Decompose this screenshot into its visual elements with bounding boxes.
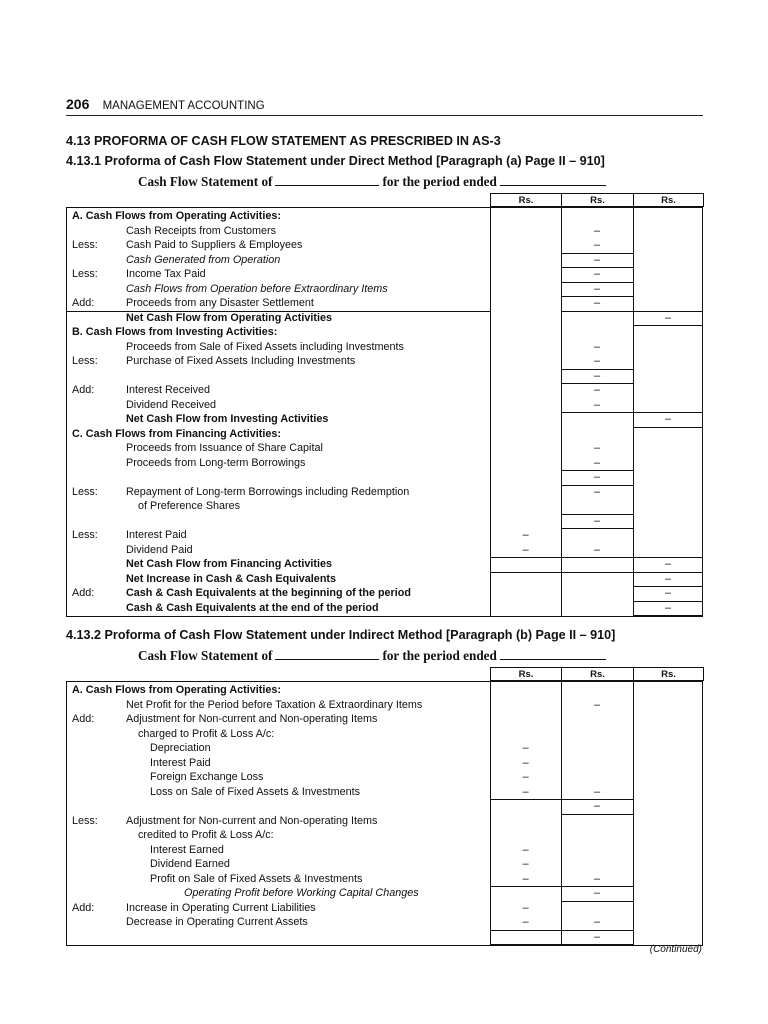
subtotal-rule [561, 886, 633, 887]
amount-dash: – [593, 398, 601, 411]
row-label: Income Tax Paid [126, 268, 206, 280]
amount-dash: – [522, 771, 529, 783]
column-header: Rs. [561, 667, 634, 681]
row-label: Operating Profit before Working Capital Changes [184, 887, 419, 899]
page-number: 206 [66, 96, 90, 112]
row-label: Proceeds from Long-term Borrowings [126, 456, 306, 469]
amount-dash: – [593, 282, 601, 295]
subtotal-rule [490, 944, 561, 945]
running-header [66, 96, 265, 112]
row-label: of Preference Shares [138, 500, 241, 512]
subtotal-rule [561, 470, 633, 471]
statement-row [66, 683, 486, 697]
row-label: Profit on Sale of Fixed Assets & Investments [150, 872, 363, 885]
statement-row [66, 238, 486, 252]
row-label: Proceeds from Issuance of Share Capital [126, 442, 323, 454]
subtotal-rule [561, 901, 633, 902]
amount-dash: – [593, 355, 601, 367]
row-label: Interest Earned [150, 843, 224, 856]
statement-row [66, 427, 486, 441]
statement-row [66, 267, 486, 281]
direct-statement-subtitle [138, 174, 609, 190]
subtotal-rule [561, 557, 633, 558]
subtitle-of-label: Cash Flow Statement of [138, 648, 273, 663]
subtitle-period-label: for the period ended [382, 648, 497, 663]
amount-dash: – [593, 369, 601, 382]
statement-row [66, 528, 486, 542]
statement-row [66, 698, 486, 712]
row-label: Cash Flows from Operation before Extraordinary Items [126, 282, 388, 295]
row-label: Repayment of Long-term Borrowings including Redemption [126, 485, 410, 498]
subtotal-rule [561, 930, 633, 931]
statement-row [66, 325, 486, 339]
row-label: Interest Paid [126, 529, 187, 541]
column-header: Rs. [633, 667, 704, 681]
amount-dash: – [593, 698, 601, 711]
statement-row [66, 814, 486, 828]
company-blank [275, 650, 379, 660]
statement-row [66, 601, 486, 615]
statement-row [66, 499, 486, 513]
subtotal-rule [633, 601, 703, 602]
row-label: Cash Receipts from Customers [126, 224, 277, 237]
statement-row [66, 456, 486, 470]
amount-dash: – [522, 858, 529, 870]
amount-dash: – [522, 872, 529, 885]
statement-row [66, 340, 486, 354]
column-header: Rs. [561, 193, 634, 207]
subtotal-rule [633, 572, 703, 573]
statement-row [66, 470, 486, 484]
column-divider [490, 207, 491, 616]
amount-dash: – [593, 872, 601, 885]
row-label: Loss on Sale of Fixed Assets & Investments [150, 785, 361, 798]
row-label: Cash Paid to Suppliers & Employees [126, 239, 303, 251]
subtotal-rule [561, 485, 633, 486]
subtotal-rule [561, 311, 633, 312]
column-divider [490, 681, 491, 945]
amount-dash: – [664, 601, 672, 614]
row-prefix: Add: [72, 384, 95, 396]
statement-row [66, 296, 486, 310]
amount-dash: – [593, 340, 601, 353]
row-label: Proceeds from any Disaster Settlement [126, 297, 314, 309]
row-prefix: Less: [72, 268, 98, 280]
subtitle-period-label: for the period ended [382, 174, 497, 189]
amount-dash: – [593, 930, 601, 943]
subtotal-rule [561, 814, 633, 815]
subtotal-rule [561, 267, 633, 268]
row-label: Adjustment for Non-current and Non-operating Items [126, 713, 378, 725]
statement-row [66, 224, 486, 238]
subtotal-rule [561, 412, 633, 413]
statement-row [66, 572, 486, 586]
statement-row [66, 857, 486, 871]
row-label: A. Cash Flows from Operating Activities: [72, 210, 281, 222]
statement-row [66, 311, 486, 325]
amount-dash: – [593, 887, 601, 899]
statement-row [66, 253, 486, 267]
row-label: Net Cash Flow from Financing Activities [126, 558, 332, 570]
statement-row [66, 785, 486, 799]
statement-row [66, 543, 486, 557]
row-prefix: Add: [72, 297, 95, 309]
subtotal-rule [561, 572, 633, 573]
amount-dash: – [664, 311, 672, 324]
subtotal-rule [561, 253, 633, 254]
row-label: Net Cash Flow from Investing Activities [126, 413, 329, 425]
statement-row [66, 209, 486, 223]
row-prefix: Add: [72, 713, 95, 725]
row-prefix: Less: [72, 355, 98, 367]
subtotal-rule [633, 557, 703, 558]
statement-row [66, 712, 486, 726]
row-prefix: Less: [72, 239, 98, 251]
subtotal-rule [561, 296, 633, 297]
statement-row [66, 756, 486, 770]
row-prefix: Add: [72, 587, 95, 599]
column-header: Rs. [490, 667, 562, 681]
amount-dash: – [664, 572, 672, 585]
column-divider [633, 681, 634, 945]
statement-row [66, 770, 486, 784]
statement-row [66, 872, 486, 886]
subtitle-of-label: Cash Flow Statement of [138, 174, 273, 189]
amount-dash: – [522, 742, 529, 754]
amount-dash: – [664, 587, 672, 599]
row-label: Dividend Paid [126, 543, 193, 556]
row-label: Net Cash Flow from Operating Activities [126, 311, 332, 324]
amount-dash: – [522, 901, 529, 914]
subtotal-rule [561, 514, 633, 515]
subtotal-rule [490, 799, 561, 800]
amount-dash: – [522, 916, 529, 928]
row-label: Cash & Cash Equivalents at the end of the period [126, 601, 379, 614]
row-label: Increase in Operating Current Liabilities [126, 901, 316, 914]
continued-note: (Continued) [649, 944, 702, 955]
amount-dash: – [593, 543, 601, 556]
row-label: Foreign Exchange Loss [150, 771, 264, 783]
amount-dash: – [522, 543, 529, 556]
statement-row [66, 930, 486, 944]
subtotal-rule [561, 799, 633, 800]
amount-dash: – [522, 843, 529, 856]
statement-row [66, 557, 486, 571]
section-heading: 4.13 PROFORMA OF CASH FLOW STATEMENT AS PRESCRIBED IN AS-3 [66, 134, 501, 148]
statement-row [66, 354, 486, 368]
row-label: Proceeds from Sale of Fixed Assets including Investments [126, 340, 404, 353]
period-blank [500, 176, 606, 186]
statement-row [66, 514, 486, 528]
amount-dash: – [664, 558, 672, 570]
statement-row [66, 901, 486, 915]
row-label: A. Cash Flows from Operating Activities: [72, 684, 281, 696]
subtotal-rule [561, 369, 633, 370]
amount-dash: – [664, 413, 672, 425]
row-label: Cash Generated from Operation [126, 253, 281, 266]
amount-dash: – [593, 800, 601, 812]
row-prefix: Less: [72, 529, 98, 541]
header-rule [66, 115, 703, 116]
column-header: Rs. [490, 193, 562, 207]
statement-row [66, 828, 486, 842]
subtotal-rule [561, 528, 633, 529]
statement-row [66, 412, 486, 426]
company-blank [275, 176, 379, 186]
indirect-statement-subtitle [138, 648, 609, 664]
row-label: Net Profit for the Period before Taxation & Extraordinary Items [126, 698, 423, 711]
statement-row [66, 282, 486, 296]
amount-dash: – [593, 514, 601, 527]
subtotal-rule [490, 557, 561, 558]
row-label: Dividend Earned [150, 858, 230, 870]
subtotal-rule [633, 615, 703, 616]
row-label: Dividend Received [126, 398, 217, 411]
indirect-method-heading: 4.13.2 Proforma of Cash Flow Statement under Indirect Method [Paragraph (b) Page II – 910] [66, 628, 616, 642]
row-label: Decrease in Operating Current Assets [126, 916, 308, 928]
row-label: Purchase of Fixed Assets Including Investments [126, 355, 356, 367]
amount-dash: – [593, 442, 601, 454]
statement-row [66, 799, 486, 813]
subtotal-rule [490, 886, 561, 887]
section-rule [66, 311, 490, 312]
subtotal-rule [633, 311, 703, 312]
statement-row [66, 441, 486, 455]
period-blank [500, 650, 606, 660]
amount-dash: – [593, 384, 601, 396]
amount-dash: – [593, 268, 601, 280]
subtotal-rule [633, 412, 703, 413]
amount-dash: – [593, 485, 601, 498]
subtotal-rule [633, 427, 703, 428]
amount-dash: – [522, 785, 529, 798]
row-label: Net Increase in Cash & Cash Equivalents [126, 572, 337, 585]
row-label: Cash & Cash Equivalents at the beginning of the period [126, 587, 411, 599]
statement-row [66, 843, 486, 857]
row-label: charged to Profit & Loss A/c: [138, 727, 275, 740]
amount-dash: – [593, 916, 601, 928]
amount-dash: – [593, 785, 601, 798]
row-prefix: Less: [72, 485, 98, 498]
column-header: Rs. [633, 193, 704, 207]
subtotal-rule [561, 282, 633, 283]
subtotal-rule [561, 944, 633, 945]
statement-row [66, 741, 486, 755]
subtotal-rule [633, 586, 703, 587]
statement-row [66, 586, 486, 600]
statement-row [66, 915, 486, 929]
row-label: Adjustment for Non-current and Non-operating Items [126, 814, 378, 827]
statement-row [66, 398, 486, 412]
statement-row [66, 369, 486, 383]
amount-dash: – [593, 253, 601, 266]
row-label: Interest Paid [150, 756, 211, 769]
row-prefix: Less: [72, 814, 98, 827]
statement-row [66, 727, 486, 741]
amount-dash: – [593, 297, 601, 309]
row-prefix: Add: [72, 901, 95, 914]
book-title: MANAGEMENT ACCOUNTING [102, 100, 265, 112]
direct-method-heading: 4.13.1 Proforma of Cash Flow Statement under Direct Method [Paragraph (a) Page II – 910] [66, 154, 605, 168]
subtotal-rule [633, 325, 703, 326]
amount-dash: – [593, 471, 601, 483]
subtotal-rule [490, 572, 561, 573]
amount-dash: – [593, 224, 601, 237]
amount-dash: – [522, 756, 529, 769]
amount-dash: – [593, 456, 601, 469]
amount-dash: – [522, 529, 529, 541]
subtotal-rule [561, 383, 633, 384]
row-label: Interest Received [126, 384, 211, 396]
row-label: Depreciation [150, 742, 211, 754]
row-label: B. Cash Flows from Investing Activities: [72, 326, 278, 338]
row-label: credited to Profit & Loss A/c: [138, 829, 274, 841]
subtotal-rule [490, 930, 561, 931]
statement-row [66, 886, 486, 900]
statement-row [66, 485, 486, 499]
row-label: C. Cash Flows from Financing Activities: [72, 427, 281, 440]
statement-row [66, 383, 486, 397]
amount-dash: – [593, 239, 601, 251]
